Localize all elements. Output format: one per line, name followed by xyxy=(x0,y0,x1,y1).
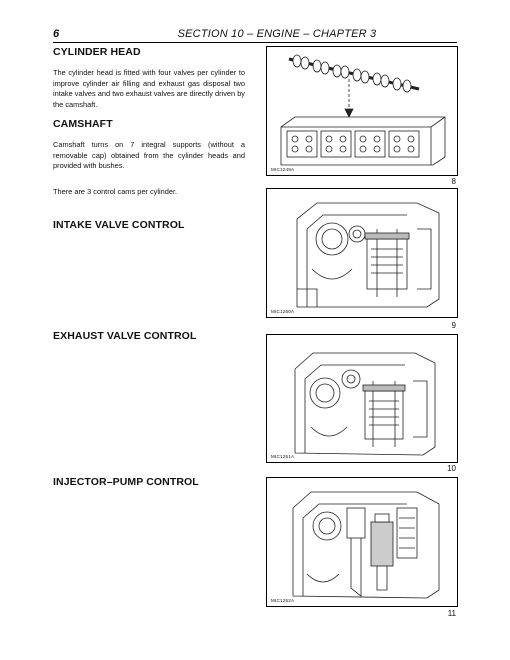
figure-number: 11 xyxy=(447,609,456,618)
figure-exhaust-valve-control xyxy=(266,334,458,463)
camshaft-cylinder-head-illustration xyxy=(267,47,457,175)
intake-valve-control-heading: INTAKE VALVE CONTROL xyxy=(53,219,185,231)
figure-intake-valve-control xyxy=(266,188,458,318)
cylinder-head-paragraph: The cylinder head is fitted with four valves per cylinder to improve cylinder air filling and exhaust gas disposal two intake valves and two exhaust valves are directly driven by the camshaft. xyxy=(53,68,245,109)
figure-code: MIC1250A xyxy=(271,309,295,314)
figure-code: MIC1252A xyxy=(271,598,295,603)
running-header: SECTION 10 – ENGINE – CHAPTER 3 xyxy=(177,28,377,40)
intake-valve-section-illustration xyxy=(267,189,457,317)
injector-pump-control-heading: INJECTOR–PUMP CONTROL xyxy=(53,476,199,488)
exhaust-valve-control-heading: EXHAUST VALVE CONTROL xyxy=(53,330,197,342)
camshaft-heading: CAMSHAFT xyxy=(53,118,113,130)
figure-camshaft-cylinder-head xyxy=(266,46,458,176)
figure-injector-pump-control xyxy=(266,477,458,607)
figure-code: MIC1249A xyxy=(271,167,295,172)
figure-number: 10 xyxy=(447,464,456,473)
figure-code: MIC1251A xyxy=(271,454,295,459)
header-rule xyxy=(53,42,457,43)
page-number: 6 xyxy=(53,28,60,40)
cylinder-head-heading: CYLINDER HEAD xyxy=(53,46,141,58)
camshaft-paragraph: Camshaft turns on 7 integral supports (without a removable cap) obtained from the cylinder heads and provided with bushes. xyxy=(53,140,245,170)
control-cams-paragraph: There are 3 control cams per cylinder. xyxy=(53,187,178,196)
injector-pump-section-illustration xyxy=(267,478,457,606)
figure-number: 9 xyxy=(451,321,456,330)
figure-number: 8 xyxy=(451,177,456,186)
exhaust-valve-section-illustration xyxy=(267,335,457,462)
